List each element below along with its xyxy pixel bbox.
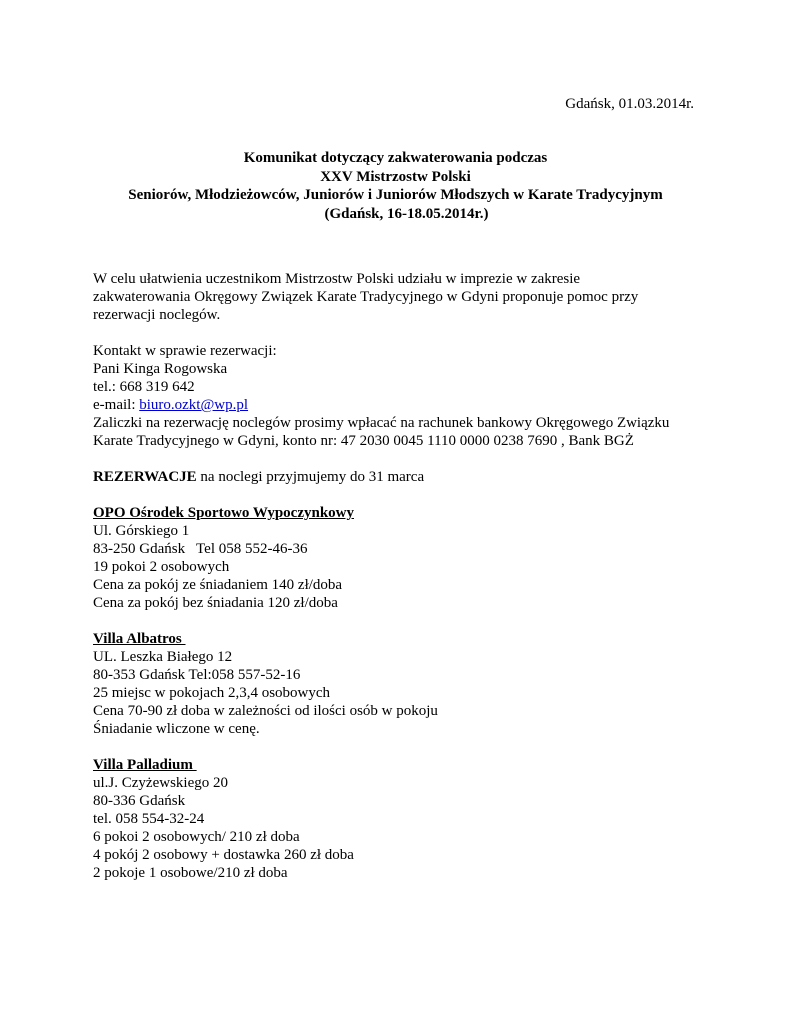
document-title xyxy=(0,149,791,223)
venue-opo xyxy=(93,504,713,612)
contact-heading: Kontakt w sprawie rezerwacji: xyxy=(93,343,277,359)
venue-albatros xyxy=(93,630,713,738)
venue-detail: Cena 70-90 zł doba w zależności od ilości osób w pokoju xyxy=(93,703,438,719)
venue-detail: UL. Leszka Białego 12 xyxy=(93,649,233,665)
intro-line: rezerwacji noclegów. xyxy=(93,307,221,323)
venue-name: OPO Ośrodek Sportowo Wypoczynkowy xyxy=(93,505,354,521)
venue-detail: 83-250 Gdańsk Tel 058 552-46-36 xyxy=(93,541,308,557)
title-line-2: XXV Mistrzostw Polski xyxy=(320,168,471,185)
document-date: Gdańsk, 01.03.2014r. xyxy=(565,96,694,112)
venue-name: Villa Palladium xyxy=(93,757,197,773)
contact-phone: tel.: 668 319 642 xyxy=(93,379,195,395)
venue-detail: Cena za pokój bez śniadania 120 zł/doba xyxy=(93,595,338,611)
venue-detail: 25 miejsc w pokojach 2,3,4 osobowych xyxy=(93,685,331,701)
deposit-line: Zaliczki na rezerwację noclegów prosimy wpłacać na rachunek bankowy Okręgowego Związku xyxy=(93,415,670,431)
reservations-text: na noclegi przyjmujemy do 31 marca xyxy=(196,469,425,485)
venue-detail: ul.J. Czyżewskiego 20 xyxy=(93,775,228,791)
deposit-line: Karate Tradycyjnego w Gdyni, konto nr: 47 2030 0045 1110 0000 0238 7690 , Bank BGŻ xyxy=(93,433,634,449)
contact-section xyxy=(93,342,713,450)
venue-detail: 19 pokoi 2 osobowych xyxy=(93,559,230,575)
venue-detail: Cena za pokój ze śniadaniem 140 zł/doba xyxy=(93,577,343,593)
reservations-note xyxy=(93,468,713,486)
contact-name: Pani Kinga Rogowska xyxy=(93,361,228,377)
venue-name: Villa Albatros xyxy=(93,631,186,647)
email-link[interactable]: biuro.ozkt@wp.pl xyxy=(139,397,249,413)
venue-palladium xyxy=(93,756,713,882)
venue-detail: Śniadanie wliczone w cenę. xyxy=(93,721,260,737)
document-body xyxy=(93,270,713,882)
intro-paragraph xyxy=(93,270,713,324)
intro-line: W celu ułatwienia uczestnikom Mistrzostw Polski udziału w imprezie w zakresie xyxy=(93,271,581,287)
venue-detail: tel. 058 554-32-24 xyxy=(93,811,205,827)
venue-detail: 2 pokoje 1 osobowe/210 zł doba xyxy=(93,865,288,881)
venue-detail: 80-353 Gdańsk Tel:058 557-52-16 xyxy=(93,667,301,683)
email-label: e-mail: xyxy=(93,397,140,413)
reservations-label: REZERWACJE xyxy=(93,469,197,485)
venue-detail: 80-336 Gdańsk xyxy=(93,793,186,809)
title-line-4: (Gdańsk, 16-18.05.2014r.) xyxy=(324,205,489,222)
venue-detail: 4 pokój 2 osobowy + dostawka 260 zł doba xyxy=(93,847,354,863)
title-line-1: Komunikat dotyczący zakwaterowania podczas xyxy=(243,150,548,166)
contact-email-line xyxy=(93,396,713,414)
intro-line: zakwaterowania Okręgowy Związek Karate Tradycyjnego w Gdyni proponuje pomoc przy xyxy=(93,289,639,305)
venue-detail: Ul. Górskiego 1 xyxy=(93,523,190,539)
venue-detail: 6 pokoi 2 osobowych/ 210 zł doba xyxy=(93,829,300,845)
title-line-3: Seniorów, Młodzieżowców, Juniorów i Juniorów Młodszych w Karate Tradycyjnym xyxy=(128,187,663,203)
